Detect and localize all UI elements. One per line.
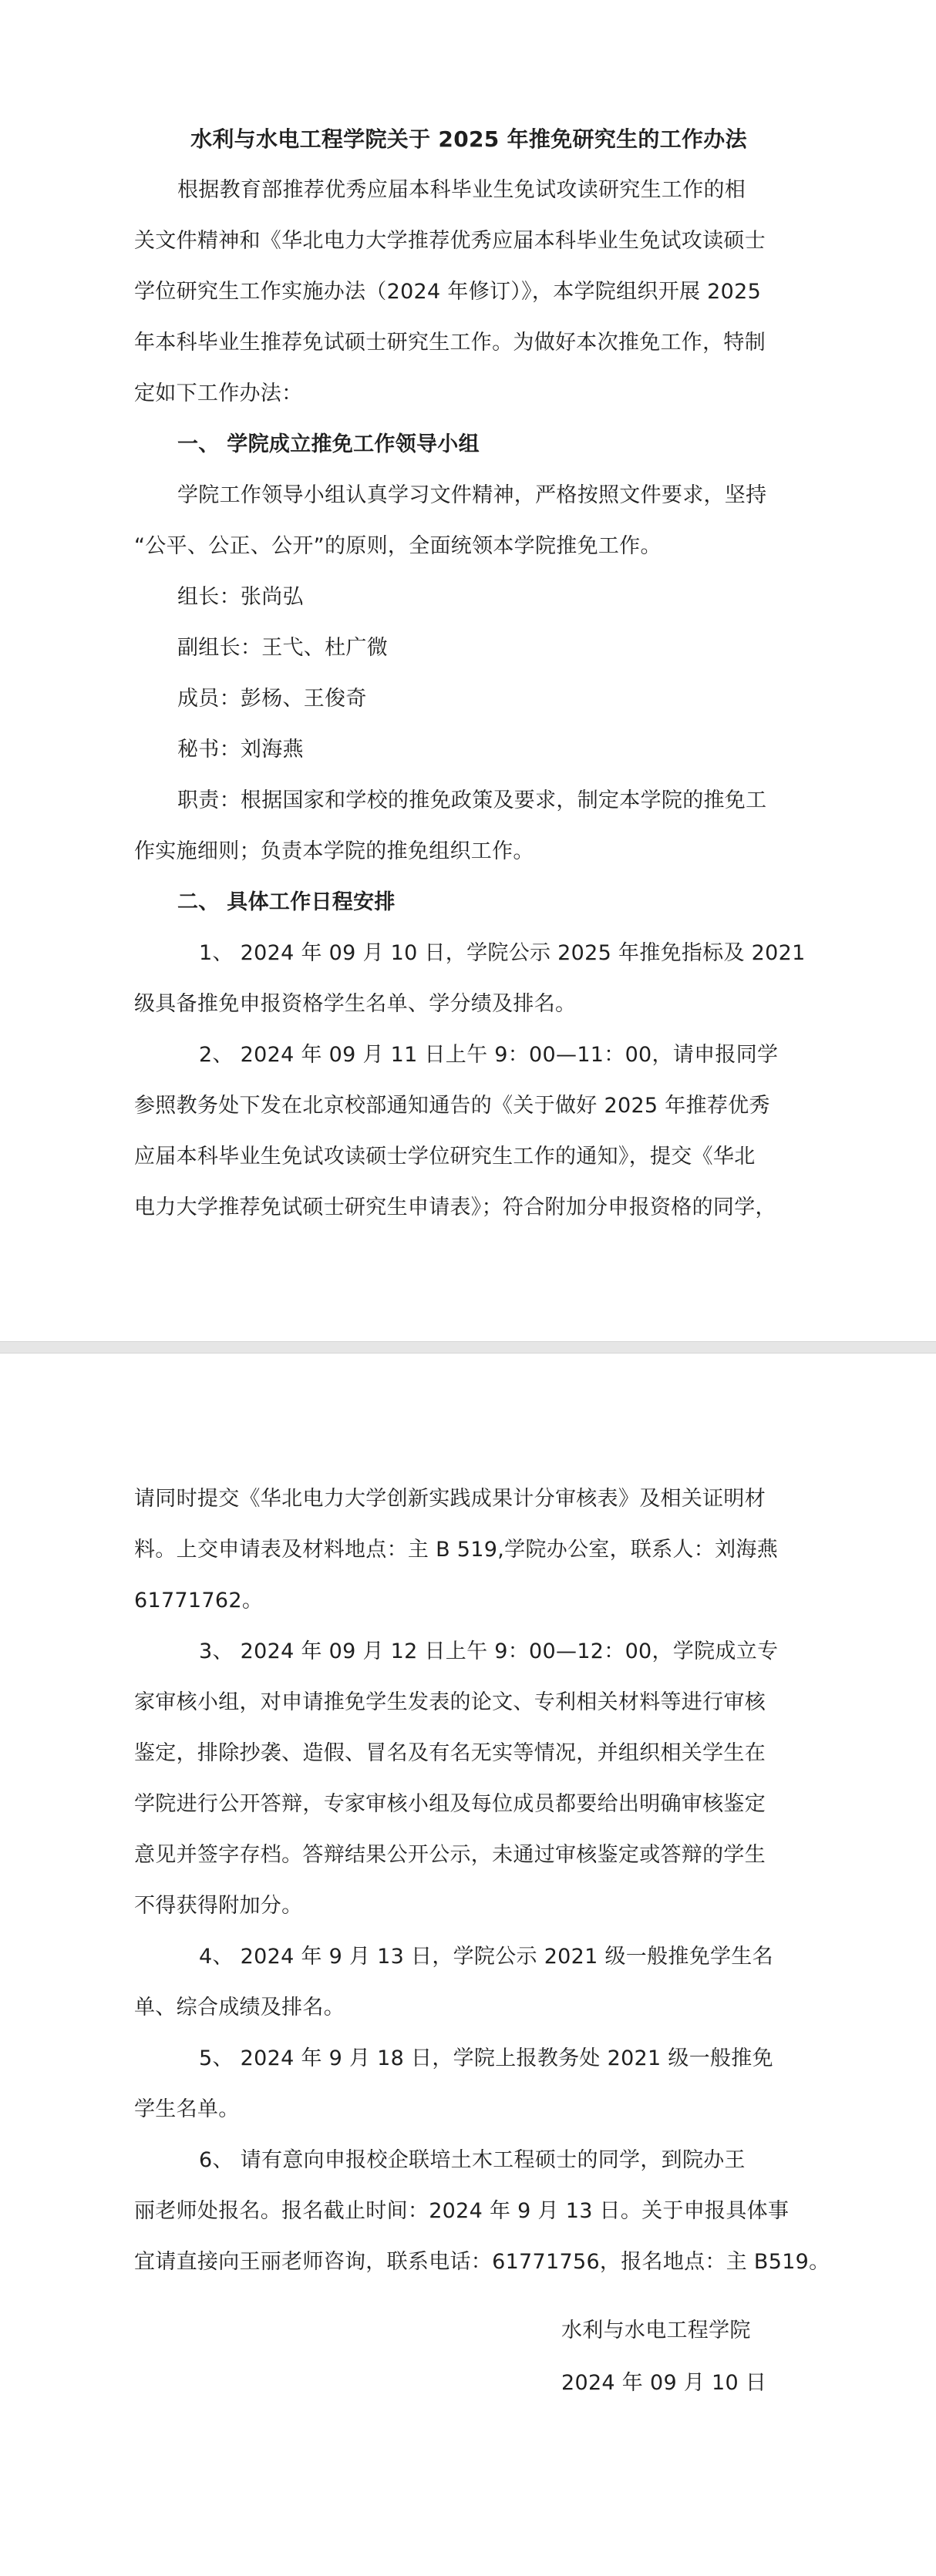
intro-line: 定如下工作办法： — [134, 382, 303, 405]
signature-org: 水利与水电工程学院 — [561, 2319, 751, 2342]
section-1-desc-line: “公平、公正、公开”的原则，全面统领本学院推免工作。 — [134, 534, 662, 558]
page-separator — [0, 1341, 936, 1354]
schedule-item-2-line: 参照教务处下发在北京校部通知通告的《关于做好 2025 年推荐优秀 — [134, 1094, 770, 1118]
document-title: 水利与水电工程学院关于 2025 年推免研究生的工作办法 — [190, 126, 747, 152]
schedule-item-2-line: 料。上交申请表及材料地点：主 B 519,学院办公室，联系人：刘海燕 — [134, 1538, 779, 1562]
schedule-item-5-line: 学生名单。 — [134, 2097, 240, 2121]
secretary-line: 秘书：刘海燕 — [177, 738, 304, 762]
intro-line: 学位研究生工作实施办法（2024 年修订）》，本学院组织开展 2025 — [134, 280, 762, 304]
schedule-item-2-line: 2、 2024 年 09 月 11 日上午 9：00—11：00，请申报同学 — [199, 1043, 779, 1067]
schedule-item-2-line: 应届本科毕业生免试攻读硕士学位研究生工作的通知》，提交《华北 — [134, 1145, 756, 1169]
schedule-item-2-line: 61771762。 — [134, 1589, 264, 1613]
duty-line: 作实施细则；负责本学院的推免组织工作。 — [134, 839, 534, 863]
schedule-item-6-line: 6、 请有意向申报校企联培土木工程硕士的同学，到院办王 — [199, 2148, 746, 2172]
schedule-item-3-line: 不得获得附加分。 — [134, 1894, 303, 1918]
section-1-desc-line: 学院工作领导小组认真学习文件精神，严格按照文件要求，坚持 — [177, 483, 767, 507]
schedule-item-6-line: 丽老师处报名。报名截止时间：2024 年 9 月 13 日。关于申报具体事 — [134, 2199, 790, 2223]
schedule-item-3-line: 学院进行公开答辩，专家审核小组及每位成员都要给出明确审核鉴定 — [134, 1792, 766, 1816]
intro-line: 关文件精神和《华北电力大学推荐优秀应届本科毕业生免试攻读硕士 — [134, 229, 766, 253]
schedule-item-3-line: 3、 2024 年 09 月 12 日上午 9：00—12：00，学院成立专 — [199, 1639, 779, 1663]
schedule-item-3-line: 鉴定，排除抄袭、造假、冒名及有名无实等情况，并组织相关学生在 — [134, 1741, 766, 1765]
document-page-2 — [0, 1354, 936, 2576]
schedule-item-1-line: 1、 2024 年 09 月 10 日，学院公示 2025 年推免指标及 2021 — [199, 941, 806, 965]
schedule-item-4-line: 4、 2024 年 9 月 13 日，学院公示 2021 级一般推免学生名 — [199, 1945, 773, 1969]
schedule-item-2-line: 请同时提交《华北电力大学创新实践成果计分审核表》及相关证明材 — [134, 1487, 766, 1511]
page-1-content — [134, 114, 806, 1233]
section-1-heading: 一、 学院成立推免工作领导小组 — [177, 432, 480, 456]
duty-line: 职责：根据国家和学校的推免政策及要求，制定本学院的推免工 — [177, 789, 767, 812]
signature-block — [561, 2305, 766, 2410]
vice-leader-line: 副组长：王弋、杜广微 — [177, 636, 388, 660]
intro-line: 根据教育部推荐优秀应届本科毕业生免试攻读研究生工作的相 — [177, 178, 746, 202]
leader-line: 组长：张尚弘 — [177, 585, 304, 609]
intro-line: 年本科毕业生推荐免试硕士研究生工作。为做好本次推免工作，特制 — [134, 331, 766, 355]
schedule-item-2-line: 电力大学推荐免试硕士研究生申请表》；符合附加分申报资格的同学， — [134, 1196, 776, 1219]
schedule-item-4-line: 单、综合成绩及排名。 — [134, 1996, 345, 2019]
section-2-heading: 二、 具体工作日程安排 — [177, 890, 396, 914]
page-2-content — [134, 1474, 830, 2288]
schedule-item-6-line: 宜请直接向王丽老师咨询，联系电话：61771756，报名地点：主 B519。 — [134, 2250, 830, 2274]
schedule-item-3-line: 意见并签字存档。答辩结果公开公示，未通过审核鉴定或答辩的学生 — [134, 1843, 766, 1867]
signature-date: 2024 年 09 月 10 日 — [561, 2371, 767, 2395]
schedule-item-1-line: 级具备推免申报资格学生名单、学分绩及排名。 — [134, 992, 577, 1016]
members-line: 成员：彭杨、王俊奇 — [177, 687, 367, 711]
schedule-item-5-line: 5、 2024 年 9 月 18 日，学院上报教务处 2021 级一般推免 — [199, 2046, 773, 2070]
schedule-item-3-line: 家审核小组，对申请推免学生发表的论文、专利相关材料等进行审核 — [134, 1690, 766, 1714]
